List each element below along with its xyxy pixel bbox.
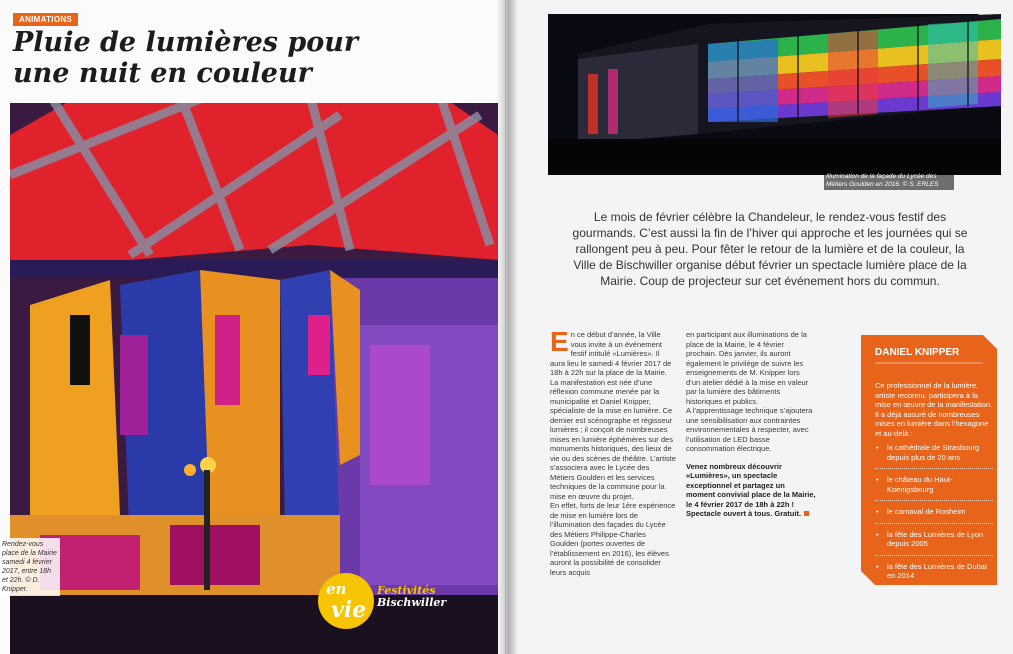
left-page: [0, 0, 505, 654]
lycee-facade-photo: [548, 14, 1001, 188]
col2-paragraph: A l’apprentissage technique s’ajoutera une sensibilisation aux contraintes environnementales à respecter, avec l’utilisation de LED basse consommation électrique.: [686, 406, 813, 453]
bullet-icon: •: [876, 443, 879, 452]
article-column-1: [550, 326, 676, 577]
bullet-icon: •: [876, 561, 879, 571]
col1-paragraph: n ce début d’année, la Ville vous invite à un événement festif intitulé «Lumières». Il aura lieu le samedi 4 février 2017 de 18h à 22h sur la place de la Mairie.: [550, 330, 672, 377]
bullet-icon: •: [876, 507, 879, 516]
closing-paragraph: [686, 462, 816, 519]
end-mark-icon: [804, 511, 809, 516]
article-column-2: [686, 330, 816, 519]
sidebar-box: [861, 335, 997, 585]
logo-bischwiller: Bischwiller: [377, 596, 447, 609]
sidebar-list: [875, 443, 993, 594]
bullet-icon: •: [876, 475, 879, 484]
dropcap: E: [550, 326, 569, 357]
col1-paragraph: La manifestation est née d’une réflexion commune menée par la municipalité et Daniel Knipper, spécialiste de la mise en lumière. Ce dernier est scénographe et régisseur lumières ; il conçoit de nombreuses mises en lumière éphémères sur des monuments historiques, des lieux de vie ou des scènes de théâtre. L’artiste s’associera avec le Lycée des Métiers Goulden et les services techniques de la commune pour la mise en œuvre du projet.: [550, 377, 676, 501]
col2-paragraph: en participant aux illuminations de la place de la Mairie, le 4 février prochain. Dès janvier, ils auront également le privilège de suivre les enseignements de M. Knipper lors d’un atelier dédié à la mise en valeur par la lumière des bâtiments historiques et publics.: [686, 330, 809, 406]
logo-wordmark: [377, 585, 446, 609]
logo-festivites: Festivités: [377, 584, 436, 597]
illuminated-building-photo: [10, 55, 498, 654]
list-item: • la fête des Lumières de Dubaï en 2014: [875, 562, 993, 588]
section-rubric: ANIMATIONS: [13, 13, 78, 26]
closing-text: Venez nombreux découvrir «Lumières», un spectacle exceptionnel et partagez un moment convivial place de la Mairie, le 4 février 2017 de 18h à 22h ! Spectacle ouvert à tous. Gratuit.: [686, 461, 816, 518]
logo-vie: vie: [331, 597, 367, 623]
main-photo-caption: Rendez-vous place de la Mairie samedi 4 février 2017, entre 18h et 22h. © D. Knipper.: [0, 538, 60, 596]
top-photo-caption: Illumination de la façade du Lycée des Métiers Goulden en 2016. © S. ERLES: [824, 172, 954, 190]
bullet-icon: •: [876, 529, 879, 539]
en-vie-logo: [318, 573, 374, 629]
list-item: • le château du Haut-Koenigsbourg: [875, 475, 993, 501]
article-title: Pluie de lumières pour une nuit en couleur: [13, 27, 359, 89]
sidebar-title: DANIEL KNIPPER: [875, 347, 960, 358]
article-intro: Le mois de février célèbre la Chandeleur, le rendez-vous festif des gourmands. C’est aussi la fin de l’hiver qui approche et les journées qui se rallongent peu à peu. Pour fêter le retour de la lumière et de la couleur, la Ville de Bischwiller organise début février un spectacle lumière place de la Mairie. Coup de projecteur sur cet événement hors du commun.: [572, 210, 968, 288]
list-item: • la fête des Lumières de Lyon depuis 2005: [875, 530, 993, 556]
sidebar-text: Ce professionnel de la lumière, artiste reconnu, participera à la mise en œuvre de la manifestation. Il a déjà assuré de nombreuses mises en lumière dans l’hexagone et au-delà :: [875, 381, 993, 438]
magazine-spine: [496, 0, 518, 654]
right-page: [506, 0, 1013, 654]
list-item: • la cathédrale de Strasbourg depuis plus de 20 ans: [875, 443, 993, 469]
list-item: • le carnaval de Rosheim: [875, 507, 993, 524]
logo-en: en: [326, 580, 347, 598]
col1-paragraph: En effet, forts de leur 1ère expérience de mise en lumière lors de l’illumination des façades du Lycée des Métiers Philippe-Charles Goulden (portes ouvertes de l’établissement en 2016), les élèves auront la possibilité de consolider leurs acquis: [550, 501, 676, 577]
